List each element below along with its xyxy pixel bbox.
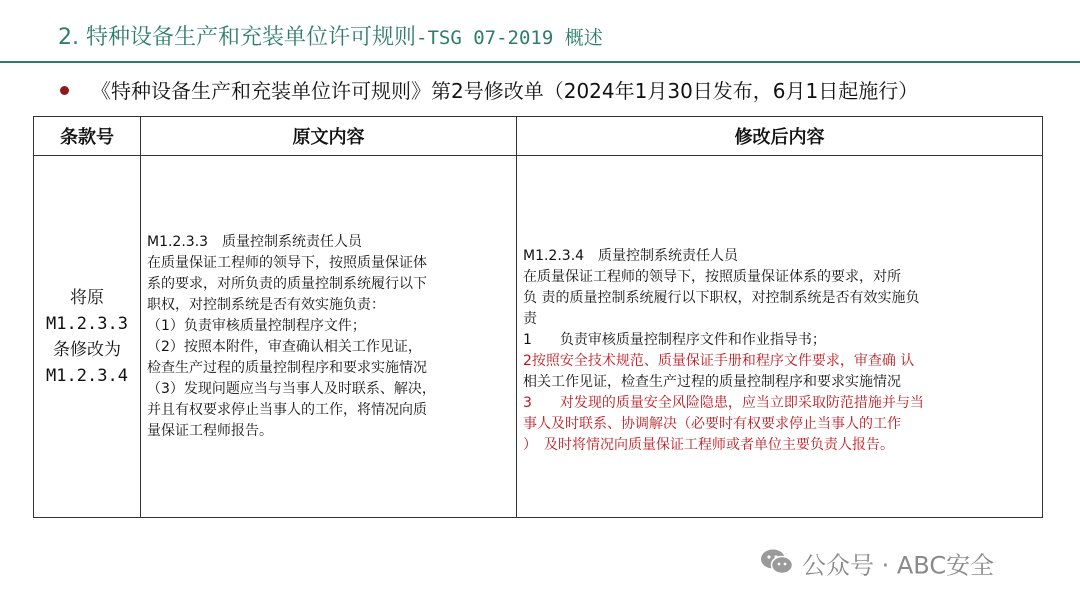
original-line: M1.2.3.3 质量控制系统责任人员	[147, 234, 363, 250]
original-line: 职权，对控制系统是否有效实施负责：	[147, 297, 385, 313]
comparison-table	[33, 116, 1043, 518]
header-original: 原文内容	[141, 117, 517, 156]
title-divider	[0, 61, 1080, 63]
page-title-main: 2. 特种设备生产和充装单位许可规则	[58, 25, 416, 50]
revised-line-highlighted: 3 对发现的质量安全风险隐患，应当立即采取防范措施并与当	[523, 395, 924, 411]
page-title-suffix: -TSG 07-2019 概述	[416, 27, 603, 49]
revised-line: 在质量保证工程师的领导下，按照质量保证体系的要求，对所	[523, 269, 901, 285]
revised-content-cell	[517, 156, 1043, 518]
original-line: 在质量保证工程师的领导下，按照质量保证体	[147, 255, 427, 271]
clause-line: 将原	[70, 287, 104, 308]
revised-line-highlighted: ） 及时将情况向质量保证工程师或者单位主要负责人报告。	[523, 437, 894, 453]
original-content-cell	[141, 156, 517, 518]
original-line: （2）按照本附件，审查确认相关工作见证，	[147, 339, 422, 355]
original-line: 检查生产过程的质量控制程序和要求实施情况	[147, 360, 427, 376]
revised-line-highlighted: 2按照安全技术规范、质量保证手册和程序文件要求，审查确 认	[523, 353, 915, 369]
bullet-icon	[60, 86, 69, 95]
revised-line: 相关工作见证，检查生产过程的质量控制程序和要求实施情况	[523, 374, 901, 390]
watermark	[760, 548, 994, 582]
original-line: 量保证工程师报告。	[147, 423, 273, 439]
clause-line: 条修改为	[53, 339, 121, 360]
subtitle-line	[60, 74, 918, 108]
original-line: （1）负责审核质量控制程序文件；	[147, 318, 366, 334]
revised-line: 责	[523, 311, 537, 327]
subtitle-text: 《特种设备生产和充装单位许可规则》第2号修改单（2024年1月30日发布，6月1日起施行）	[91, 79, 919, 103]
header-clause: 条款号	[34, 117, 141, 156]
header-revised: 修改后内容	[517, 117, 1043, 156]
revised-line: M1.2.3.4 质量控制系统责任人员	[523, 248, 739, 264]
clause-line: M1.2.3.4	[46, 365, 128, 386]
original-line: 系的要求，对所负责的质量控制系统履行以下	[147, 276, 427, 292]
clause-line: M1.2.3.3	[46, 313, 128, 334]
original-line: （3）发现问题应当与当事人及时联系、解决，	[147, 381, 436, 397]
revised-line: 1 负责审核质量控制程序文件和作业指导书；	[523, 332, 826, 348]
original-line: 并且有权要求停止当事人的工作，将情况向质	[147, 402, 427, 418]
revised-line-highlighted: 事人及时联系、协调解决（必要时有权要求停止当事人的工作	[523, 416, 901, 432]
wechat-icon	[760, 548, 794, 585]
table-header-row	[34, 117, 1043, 156]
watermark-text: 公众号 · ABC安全	[802, 551, 995, 580]
page-title	[58, 20, 603, 56]
revised-line: 负 责的质量控制系统履行以下职权，对控制系统是否有效实施负	[523, 290, 920, 306]
table-row	[34, 156, 1043, 518]
clause-cell	[34, 156, 141, 518]
